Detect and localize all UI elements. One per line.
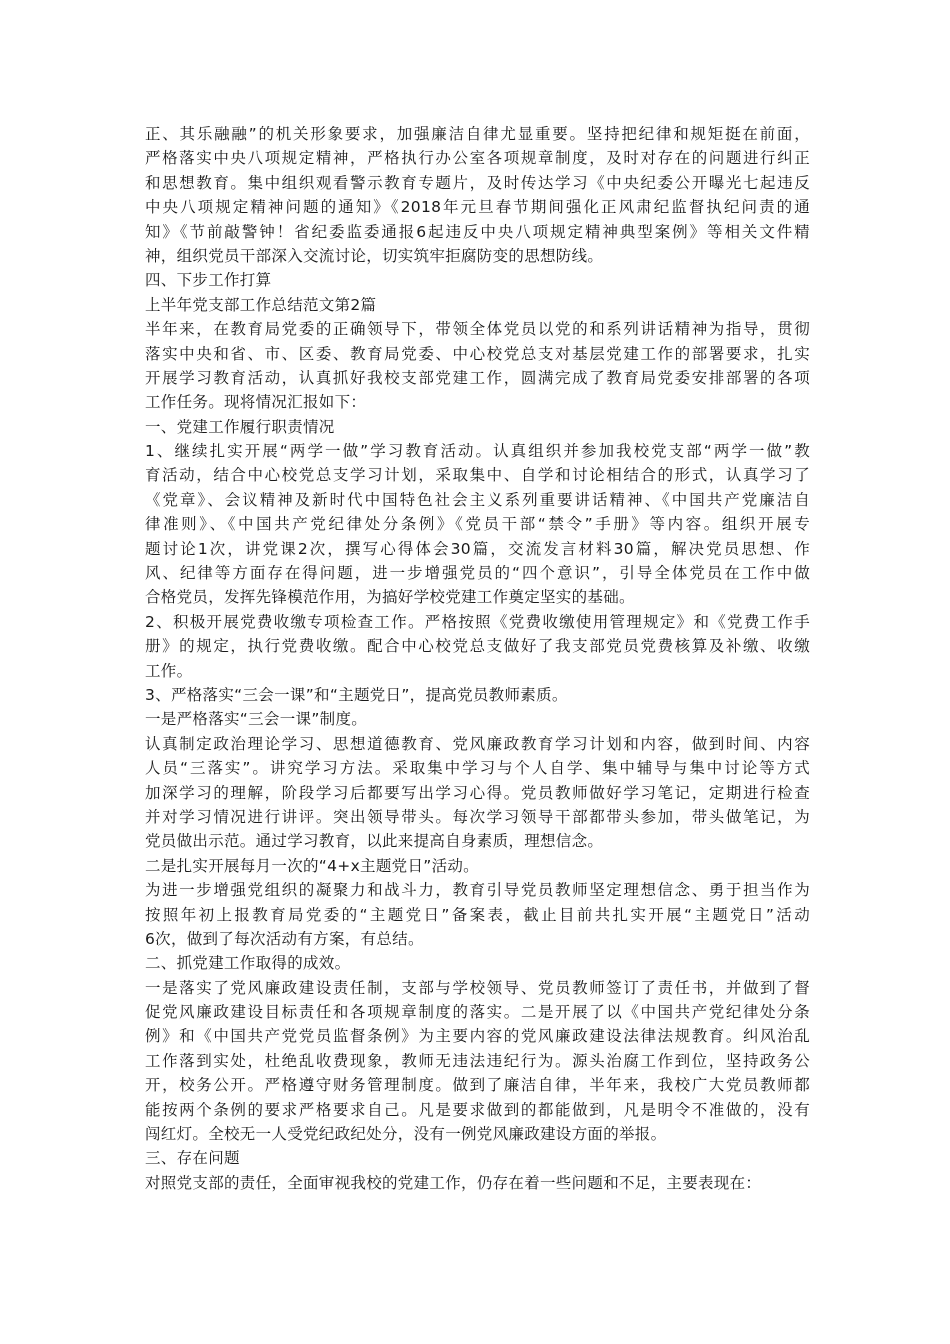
text-line: 对照党支部的责任，全面审视我校的党建工作，仍存在着一些问题和不足，主要表现在： <box>145 1173 762 1192</box>
text-line: 育活动，结合中心校党总支学习计划，采取集中、自学和讨论相结合的形式，认真学习了 <box>145 466 810 485</box>
text-line: 二是扎实开展每月一次的“4+x主题党日”活动。 <box>145 856 479 875</box>
text-line: 正、其乐融融”的机关形象要求，加强廉洁自律尤显重要。坚持把纪律和规矩挺在前面， <box>145 125 810 143</box>
text-line: 中央八项规定精神问题的通知》《2018年元旦春节期间强化正风肃纪监督执纪问责的通 <box>145 198 810 217</box>
text-line: 并对学习情况进行讲评。突出领导带头。每次学习领导干部都带头参加，带头做笔记，为 <box>145 807 810 826</box>
text-line: 合格党员，发挥先锋模范作用，为搞好学校党建工作奠定坚实的基础。 <box>145 588 635 607</box>
text-line: 风、纪律等方面存在得问题，进一步增强党员的“四个意识”，引导全体党员在工作中做 <box>145 564 810 583</box>
text-line: 册》的规定，执行党费收缴。配合中心校党总支做好了我支部党员党费核算及补缴、收缴 <box>145 637 810 656</box>
text-line: 闯红灯。全校无一人受党纪政纪处分，没有一例党风廉政建设方面的举报。 <box>145 1125 667 1144</box>
text-line: 三、存在问题 <box>145 1149 240 1168</box>
text-line: 一、党建工作履行职责情况 <box>145 417 335 436</box>
text-line: 工作。 <box>145 661 193 680</box>
text-line: 工作任务。现将情况汇报如下： <box>145 393 367 412</box>
text-line: 开，校务公开。严格遵守财务管理制度。做到了廉洁自律，半年来，我校广大党员教师都 <box>145 1076 810 1095</box>
text-line: 按照年初上报教育局党委的“主题党日”备案表，截止目前共扎实开展“主题党日”活动 <box>145 905 810 924</box>
text-line: 二、抓党建工作取得的成效。 <box>145 954 351 973</box>
text-line: 促党风廉政建设目标责任和各项规章制度的落实。二是开展了以《中国共产党纪律处分条 <box>145 1003 810 1022</box>
text-line: 严格落实中央八项规定精神，严格执行办公室各项规章制度，及时对存在的问题进行纠正 <box>145 149 810 168</box>
text-line: 上半年党支部工作总结范文第2篇 <box>145 295 377 314</box>
text-line: 为进一步增强党组织的凝聚力和战斗力，教育引导党员教师坚定理想信念、勇于担当作为 <box>145 881 810 900</box>
text-line: 1、继续扎实开展“两学一做”学习教育活动。认真组织并参加我校党支部“两学一做”教 <box>145 442 810 461</box>
text-line: 工作落到实处，杜绝乱收费现象，教师无违法违纪行为。源头治腐工作到位，坚持政务公 <box>145 1051 810 1070</box>
text-line: 人员“三落实”。讲究学习方法。采取集中学习与个人自学、集中辅导与集中讨论等方式 <box>145 759 810 778</box>
text-line: 加深学习的理解，阶段学习后都要写出学习心得。党员教师做好学习笔记，定期进行检查 <box>145 783 810 802</box>
text-line: 和思想教育。集中组织观看警示教育专题片，及时传达学习《中央纪委公开曝光七起违反 <box>145 173 810 192</box>
text-line: 神，组织党员干部深入交流讨论，切实筑牢拒腐防变的思想防线。 <box>145 246 604 265</box>
text-line: 一是落实了党风廉政建设责任制，支部与学校领导、党员教师签订了责任书，并做到了督 <box>145 978 810 997</box>
text-line: 知》《节前敲警钟！省纪委监委通报6起违反中央八项规定精神典型案例》等相关文件精 <box>145 222 810 241</box>
text-line: 四、下步工作打算 <box>145 271 272 290</box>
text-line: 律准则》、《中国共产党纪律处分条例》《党员干部“禁令”手册》等内容。组织开展专 <box>145 515 810 534</box>
text-line: 2、积极开展党费收缴专项检查工作。严格按照《党费收缴使用管理规定》和《党费工作手 <box>145 612 810 631</box>
text-line: 例》和《中国共产党党员监督条例》为主要内容的党风廉政建设法律法规教育。纠风治乱 <box>145 1027 810 1046</box>
text-line: 题讨论1次，讲党课2次，撰写心得体会30篇，交流发言材料30篇，解决党员思想、作 <box>145 539 810 558</box>
text-line: 一是严格落实“三会一课”制度。 <box>145 710 368 729</box>
text-line: 能按两个条例的要求严格要求自己。凡是要求做到的都能做到，凡是明令不准做的，没有 <box>145 1100 810 1119</box>
text-line: 3、严格落实“三会一课”和“主题党日”，提高党员教师素质。 <box>145 685 568 704</box>
text-line: 开展学习教育活动，认真抓好我校支部党建工作，圆满完成了教育局党委安排部署的各项 <box>145 368 810 387</box>
document-body <box>145 122 810 1195</box>
text-line: 半年来，在教育局党委的正确领导下，带领全体党员以党的和系列讲话精神为指导，贯彻 <box>145 320 810 339</box>
text-line: 6次，做到了每次活动有方案，有总结。 <box>145 929 424 948</box>
text-line: 党员做出示范。通过学习教育，以此来提高自身素质，理想信念。 <box>145 832 604 851</box>
text-line: 落实中央和省、市、区委、教育局党委、中心校党总支对基层党建工作的部署要求，扎实 <box>145 344 810 363</box>
text-line: 《党章》、会议精神及新时代中国特色社会主义系列重要讲话精神、《中国共产党廉洁自 <box>145 490 810 509</box>
text-line: 认真制定政治理论学习、思想道德教育、党风廉政教育学习计划和内容，做到时间、内容 <box>145 734 810 753</box>
